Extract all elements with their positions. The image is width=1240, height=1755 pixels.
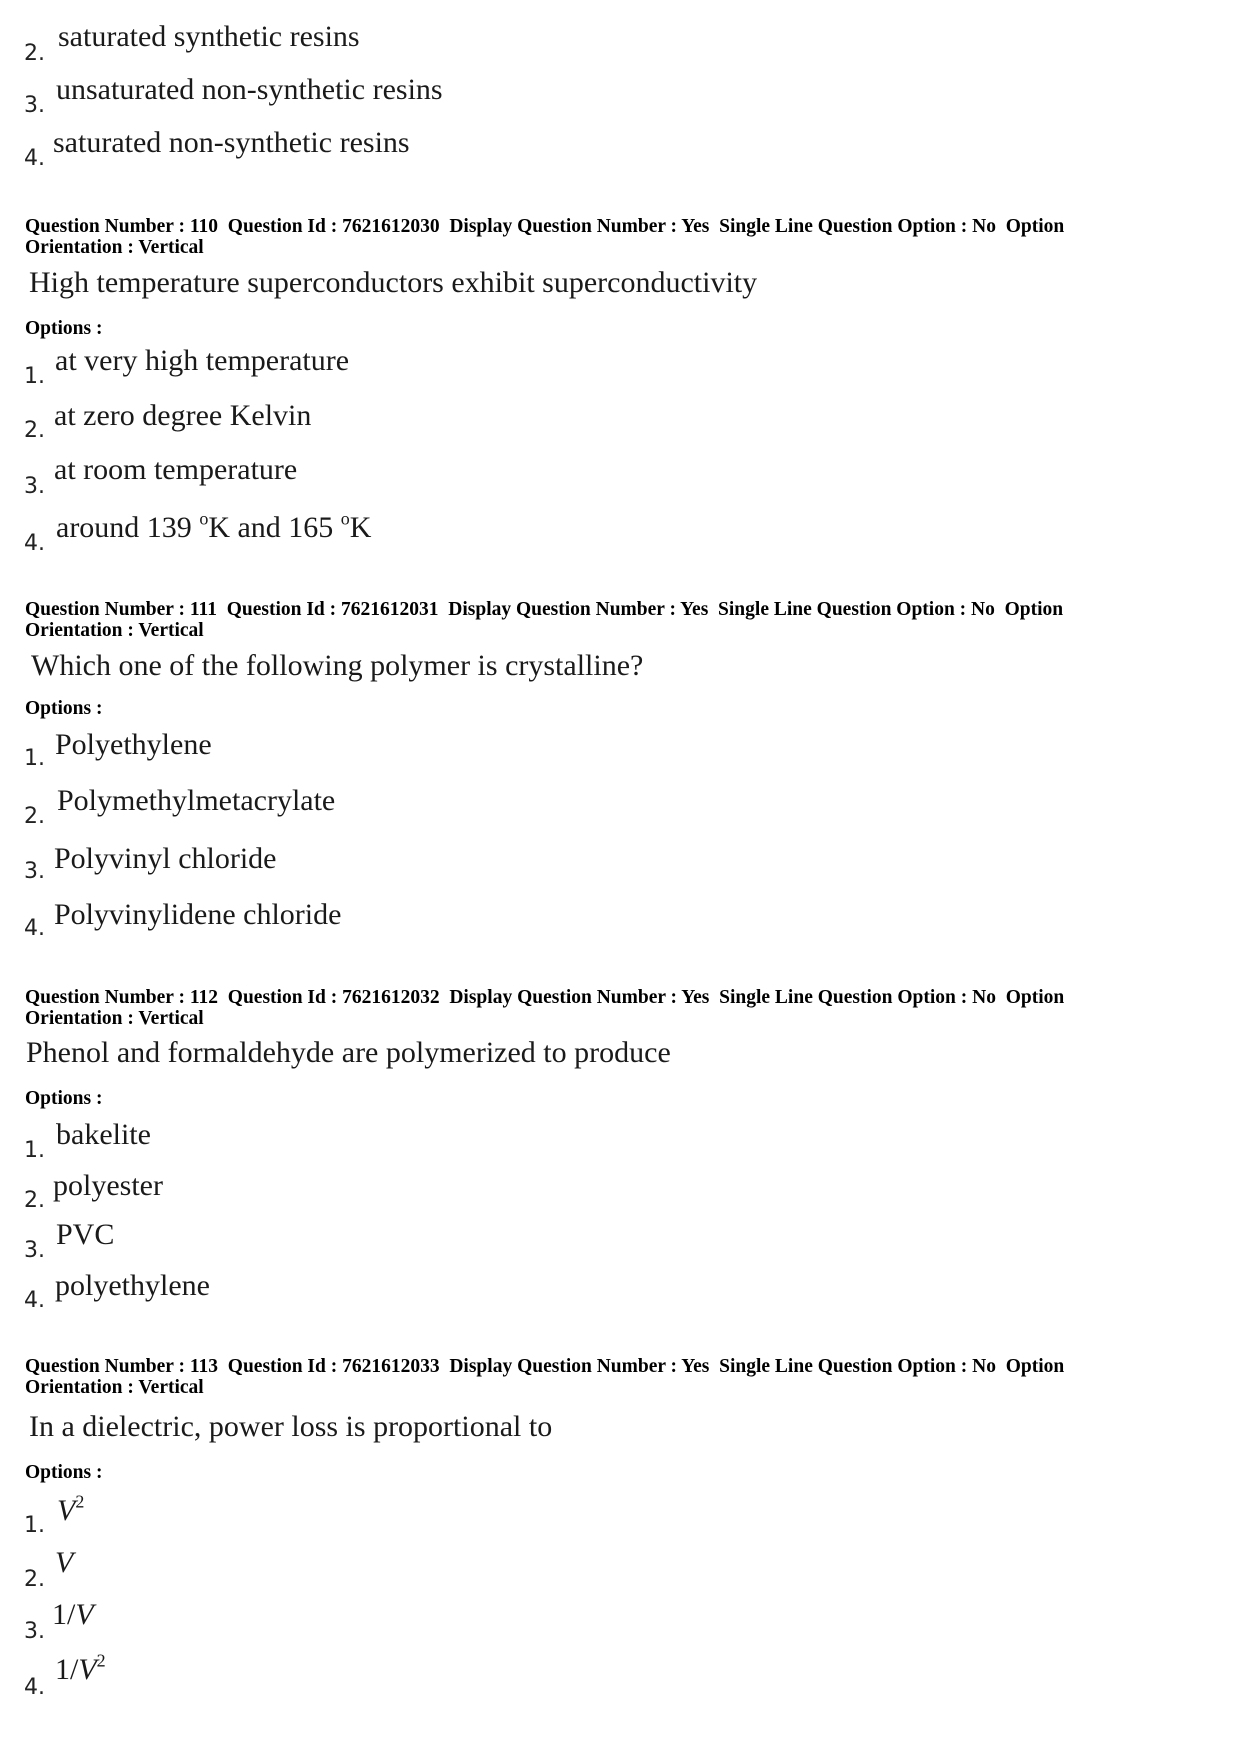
option-formula [57, 1491, 85, 1527]
options-label: Options : [25, 318, 103, 339]
option-number: 4. [24, 146, 45, 171]
option-number: 3. [24, 93, 45, 118]
question-meta-line1: Question Number : 112 Question Id : 7621612032 Display Question Number : Yes Single Line Question Option : No Option [25, 987, 1065, 1008]
option-text: polyethylene [55, 1269, 210, 1302]
question-meta [25, 1356, 1205, 1398]
option-number: 3. [24, 1619, 45, 1644]
option-number: 2. [24, 804, 45, 829]
options-label: Options : [25, 698, 103, 719]
option-text: Polyethylene [55, 728, 212, 761]
option-text: Polyvinyl chloride [54, 842, 277, 875]
options-label: Options : [25, 1462, 103, 1483]
question-meta-line2: Orientation : Vertical [25, 1008, 204, 1029]
formula-variable: $V^2$ [78, 1650, 106, 1686]
question-meta-line1: Question Number : 110 Question Id : 7621612030 Display Question Number : Yes Single Line Question Option : No Option [25, 216, 1065, 237]
question-text: Which one of the following polymer is crystalline? [31, 649, 644, 682]
option-text-part: K and 165 [208, 511, 341, 544]
option-text: polyester [53, 1169, 163, 1202]
option-formula [55, 1650, 106, 1686]
option-number: 4. [24, 1675, 45, 1700]
formula-prefix: 1/ [52, 1598, 76, 1631]
degree-superscript: o [340, 508, 350, 529]
question-meta-line1: Question Number : 111 Question Id : 7621612031 Display Question Number : Yes Single Line Question Option : No Option [25, 599, 1064, 620]
question-text: High temperature superconductors exhibit superconductivity [29, 266, 758, 299]
formula-variable: $V^2$ [57, 1491, 85, 1527]
question-meta [25, 599, 1205, 641]
question-meta-line2: Orientation : Vertical [25, 1377, 204, 1398]
option-number: 4. [24, 916, 45, 941]
question-meta-line2: Orientation : Vertical [25, 620, 204, 641]
option-number: 1. [24, 364, 45, 389]
option-formula [52, 1600, 94, 1630]
option-text [56, 508, 372, 544]
option-number: 3. [24, 474, 45, 499]
option-text: at room temperature [54, 453, 298, 486]
formula-exponent: 2 [75, 1491, 85, 1512]
option-number: 1. [24, 746, 45, 771]
option-text: saturated non-synthetic resins [53, 126, 410, 159]
option-number: 2. [24, 1567, 45, 1592]
option-text: at zero degree Kelvin [54, 399, 312, 432]
option-formula [55, 1548, 73, 1578]
formula-prefix: 1/ [55, 1653, 79, 1686]
option-number: 1. [24, 1513, 45, 1538]
question-meta [25, 216, 1205, 258]
option-text: Polymethylmetacrylate [57, 784, 336, 817]
option-text: PVC [56, 1218, 115, 1251]
option-text: Polyvinylidene chloride [54, 898, 342, 931]
option-number: 4. [24, 531, 45, 556]
option-text: bakelite [56, 1118, 151, 1151]
degree-superscript: o [199, 508, 209, 529]
formula-variable: V [75, 1598, 94, 1631]
option-number: 2. [24, 41, 45, 66]
option-number: 1. [24, 1138, 45, 1163]
options-label: Options : [25, 1088, 103, 1109]
option-number: 2. [24, 418, 45, 443]
formula-variable: V [55, 1546, 74, 1579]
option-text: at very high temperature [55, 344, 350, 377]
option-number: 3. [24, 859, 45, 884]
option-number: 3. [24, 1238, 45, 1263]
formula-exponent: 2 [96, 1650, 106, 1671]
question-meta-line1: Question Number : 113 Question Id : 7621612033 Display Question Number : Yes Single Line Question Option : No Option [25, 1356, 1065, 1377]
question-text: Phenol and formaldehyde are polymerized to produce [26, 1036, 671, 1069]
option-number: 4. [24, 1288, 45, 1313]
question-meta-line2: Orientation : Vertical [25, 237, 204, 258]
option-text: unsaturated non-synthetic resins [56, 73, 443, 106]
option-number: 2. [24, 1188, 45, 1213]
option-text-part: around 139 [56, 511, 200, 544]
question-text: In a dielectric, power loss is proportional to [29, 1410, 553, 1443]
option-text-part: K [349, 511, 372, 544]
question-meta [25, 987, 1205, 1029]
option-text: saturated synthetic resins [58, 20, 360, 53]
